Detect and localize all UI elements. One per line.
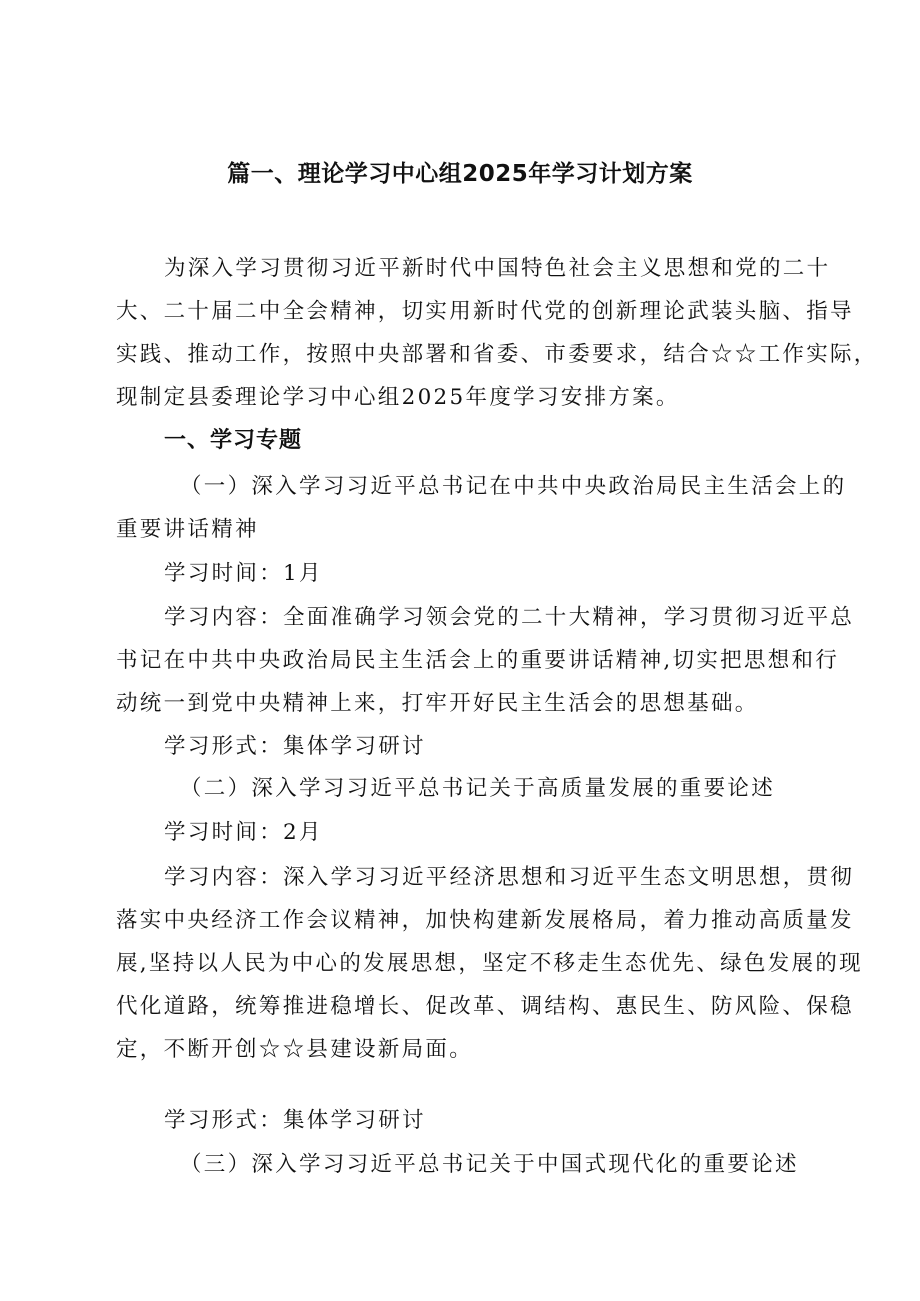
topic2-time: 学习时间：2月	[164, 820, 323, 845]
topic1-content-line: 动统一到党中央精神上来，打牢开好民主生活会的思想基础。	[116, 691, 759, 716]
section-heading: 一、学习专题	[164, 428, 303, 453]
intro-line: 现制定县委理论学习中心组2025年度学习安排方案。	[116, 385, 680, 410]
topic2-content-line: 代化道路，统筹推进稳增长、促改革、调结构、惠民生、防风险、保稳	[116, 994, 854, 1019]
topic1-title	[116, 465, 847, 551]
topic2-content	[116, 856, 863, 1071]
topic2-content-line: 定，不断开创☆☆县建设新局面。	[116, 1037, 474, 1062]
topic2-content-line: 学习内容：深入学习习近平经济思想和习近平生态文明思想，贯彻	[164, 865, 855, 890]
topic3-title: （三）深入学习习近平总书记关于中国式现代化的重要论述	[180, 1152, 799, 1177]
topic2-content-line: 落实中央经济工作会议精神，加快构建新发展格局，着力推动高质量发	[116, 908, 854, 933]
intro-line: 实践、推动工作，按照中央部署和省委、市委要求，结合☆☆工作实际，	[116, 342, 878, 367]
intro-paragraph	[116, 247, 878, 419]
topic2-form: 学习形式：集体学习研讨	[164, 1108, 426, 1133]
document-title: 篇一、理论学习中心组2025年学习计划方案	[227, 161, 693, 187]
topic1-content-line: 学习内容：全面准确学习领会党的二十大精神，学习贯彻习近平总	[164, 605, 855, 630]
topic2-title: （二）深入学习习近平总书记关于高质量发展的重要论述	[180, 776, 776, 801]
topic1-time: 学习时间：1月	[164, 561, 323, 586]
topic1-content	[116, 596, 855, 725]
intro-line: 为深入学习贯彻习近平新时代中国特色社会主义思想和党的二十	[164, 256, 831, 281]
topic1-content-line: 书记在中共中央政治局民主生活会上的重要讲话精神,切实把思想和行	[116, 648, 840, 673]
intro-line: 大、二十届二中全会精神，切实用新时代党的创新理论武装头脑、指导	[116, 299, 854, 324]
topic2-content-line: 展,坚持以人民为中心的发展思想，坚定不移走生态优先、绿色发展的现	[116, 951, 863, 976]
topic1-form: 学习形式：集体学习研讨	[164, 734, 426, 759]
topic1-title-line: 重要讲话精神	[116, 517, 259, 542]
topic1-title-line: （一）深入学习习近平总书记在中共中央政治局民主生活会上的	[180, 474, 847, 499]
